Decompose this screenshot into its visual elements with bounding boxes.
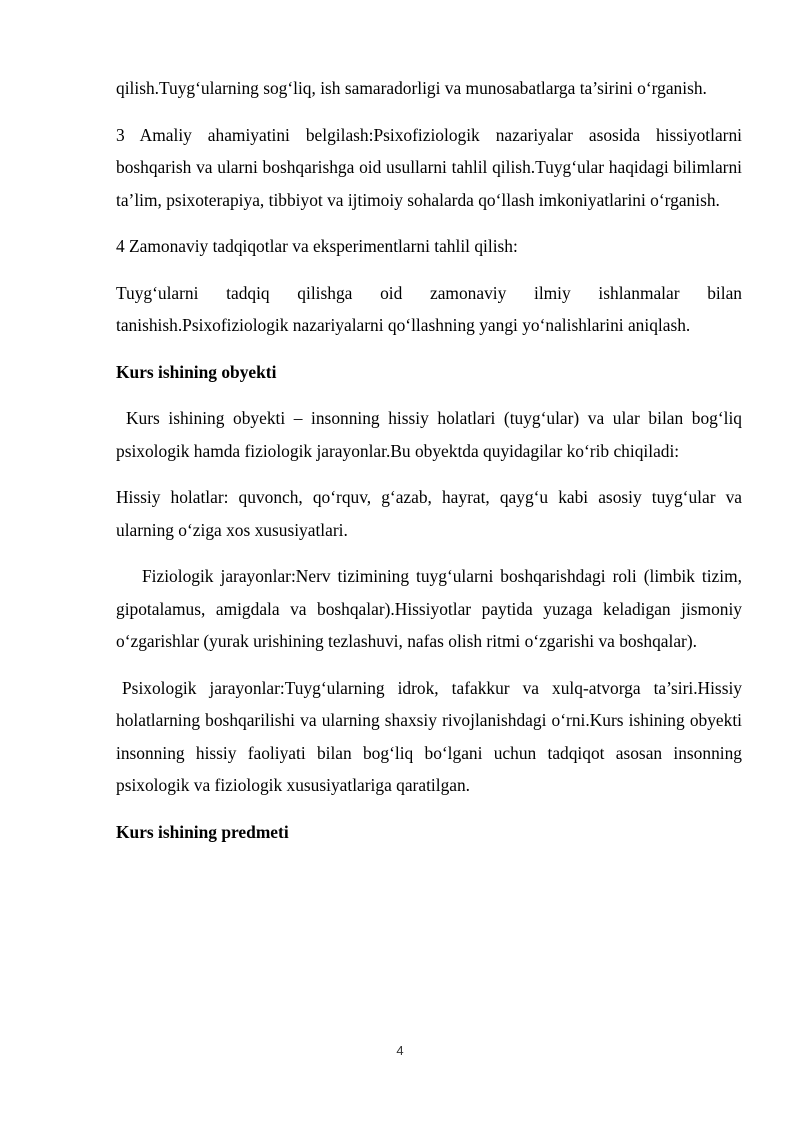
- heading-course-object: Kurs ishining obyekti: [116, 361, 277, 382]
- paragraph-emotional-states: Hissiy holatlar: quvonch, qo‘rquv, g‘azab, hayrat, qayg‘u kabi asosiy tuyg‘ular va ularning o‘ziga xos xususiyatlari.: [116, 487, 742, 540]
- page-content: [116, 72, 742, 862]
- paragraph-physiological-processes: Fiziologik jarayonlar:Nerv tizimining tuyg‘ularni boshqarishdagi roli (limbik tizim, gipotalamus, amigdala va boshqalar).Hissiyotlar paytida yuzaga keladigan jismoniy o‘zgarishlar (yurak urishining tezlashuvi, nafas olish ritmi o‘zgarishi va boshqalar).: [116, 566, 742, 651]
- paragraph-item-3: 3 Amaliy ahamiyatini belgilash:Psixofiziologik nazariyalar asosida hissiyotlarni boshqarish va ularni boshqarishga oid usullarni tahlil qilish.Tuyg‘ular haqidagi bilimlarni ta’lim, psixoterapiya, tibbiyot va ijtimoiy sohalarda qo‘llash imkoniyatlarini o‘rganish.: [116, 124, 742, 210]
- paragraph-psychological-processes: Psixologik jarayonlar:Tuyg‘ularning idrok, tafakkur va xulq-atvorga ta’siri.Hissiy holatlarning boshqarilishi va ularning shaxsiy rivojlanishdagi o‘rni.Kurs ishining obyekti insonning hissiy faoliyati bilan bog‘liq bo‘lgani uchun tadqiqot asosan insonning psixologik va fiziologik xususiyatlariga qaratilgan.: [116, 677, 742, 795]
- paragraph-object-definition: Kurs ishining obyekti – insonning hissiy holatlari (tuyg‘ular) va ular bilan bog‘liq psixologik hamda fiziologik jarayonlar.Bu obyektda quyidagilar ko‘rib chiqiladi:: [116, 408, 742, 461]
- paragraph-continuation: qilish.Tuyg‘ularning sog‘liq, ish samaradorligi va munosabatlarga ta’sirini o‘rganish.: [116, 78, 707, 98]
- page-number: 4: [396, 1043, 404, 1058]
- heading-course-subject: Kurs ishining predmeti: [116, 821, 289, 842]
- paragraph-modern-research: Tuyg‘ularni tadqiq qilishga oid zamonaviy ilmiy ishlanmalar bilan tanishish.Psixofiziologik nazariyalarni qo‘llashning yangi yo‘nalishlarini aniqlash.: [116, 282, 742, 335]
- paragraph-item-4: 4 Zamonaviy tadqiqotlar va eksperimentlarni tahlil qilish:: [116, 236, 518, 256]
